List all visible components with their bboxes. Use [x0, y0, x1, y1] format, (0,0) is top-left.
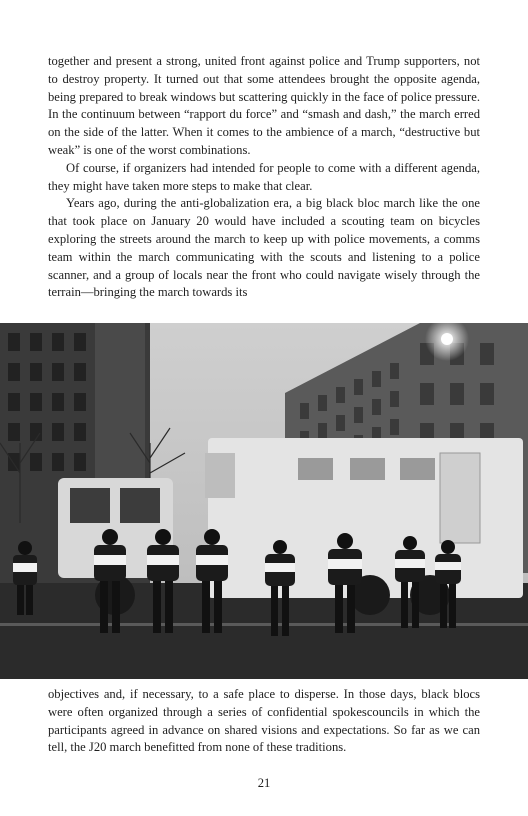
paragraph: together and present a strong, united front against police and Trump supporters, not to destroy property. It turned out that some attendees brought the opposite agenda, being prepared to break windows but scattering quickly in the face of police pressure. In the continuum between “rapport du force” and “smash and dash,” the march erred on the side of the latter. When it comes to the ambience of a march, “destructive but weak” is one of the worst combinations. [48, 54, 480, 157]
body-text-top [48, 53, 480, 302]
page-number: 21 [257, 776, 271, 790]
paragraph: objectives and, if necessary, to a safe place to disperse. In those days, black blocs were often organized through a series of confidential spokescouncils in which the participants agreed in advance on shared visions and expectations. So far as we can tell, the J20 march benefitted from none of these traditions. [48, 687, 480, 755]
paragraph: Of course, if organizers had intended for people to come with a different agenda, they might have taken more steps to make that clear. [48, 160, 480, 193]
police-line-photo [0, 323, 528, 679]
body-text-bottom [48, 686, 480, 757]
paragraph: Years ago, during the anti-globalization era, a big black bloc march like the one that took place on January 20 would have included a scouting team on bicycles exploring the streets around the march to keep up with police movements, a comms team within the march communicating with the scouts and listening to a police scanner, and a group of locals near the front who could navigate wisely through the terrain—bringing the march towards its [48, 196, 480, 300]
